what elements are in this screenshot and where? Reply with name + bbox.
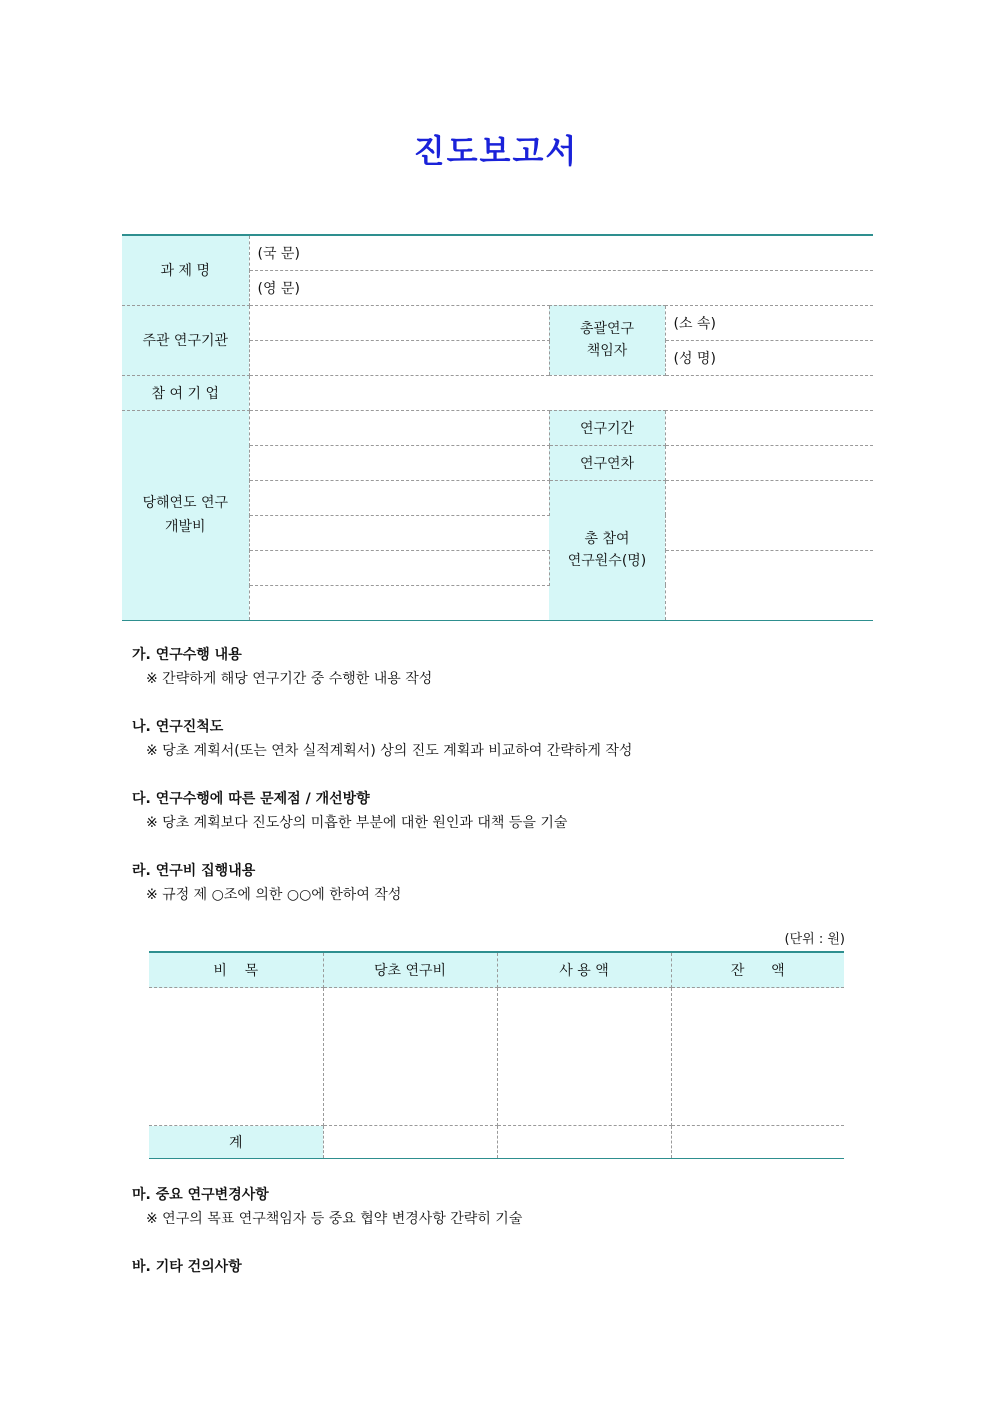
budget-original-cell[interactable] xyxy=(323,988,497,1126)
budget-used-cell[interactable] xyxy=(497,988,671,1126)
principal-investigator-label: 총괄연구 책임자 xyxy=(549,305,665,375)
section-heading: 마. 중요 연구변경사항 xyxy=(132,1187,269,1203)
budget-header-original: 당초 연구비 xyxy=(323,952,497,988)
pi-affiliation-field[interactable]: (소 속) xyxy=(665,305,873,340)
budget-total-balance[interactable] xyxy=(671,1126,844,1159)
section-research-content xyxy=(132,643,432,691)
budget-header-balance: 잔 액 xyxy=(671,952,844,988)
section-note: ※ 간략하게 해당 연구기간 중 수행한 내용 작성 xyxy=(146,671,433,687)
cost-field-4[interactable] xyxy=(249,515,549,550)
budget-total-used[interactable] xyxy=(497,1126,671,1159)
section-heading: 다. 연구수행에 따른 문제점 / 개선방향 xyxy=(132,791,370,807)
total-researchers-field-1[interactable] xyxy=(665,480,873,550)
section-heading: 바. 기타 건의사항 xyxy=(132,1259,242,1275)
host-institution-field-2[interactable] xyxy=(249,340,549,375)
total-researchers-label: 총 참여 연구원수(명) xyxy=(549,480,665,620)
host-institution-field-1[interactable] xyxy=(249,305,549,340)
budget-item-cell[interactable] xyxy=(149,988,323,1126)
cost-field-6[interactable] xyxy=(249,585,549,620)
budget-header-item: 비 목 xyxy=(149,952,323,988)
project-name-label: 과 제 명 xyxy=(122,235,249,305)
section-note: ※ 규정 제 ○조에 의한 ○○에 한하여 작성 xyxy=(146,887,402,903)
research-year-field[interactable] xyxy=(665,445,873,480)
budget-total-original[interactable] xyxy=(323,1126,497,1159)
cost-field-2[interactable] xyxy=(249,445,549,480)
section-heading: 라. 연구비 집행내용 xyxy=(132,863,256,879)
annual-research-cost-label: 당해연도 연구 개발비 xyxy=(122,410,249,620)
cost-field-5[interactable] xyxy=(249,550,549,585)
host-institution-label: 주관 연구기관 xyxy=(122,305,249,375)
research-year-label: 연구연차 xyxy=(549,445,665,480)
participating-company-label: 참 여 기 업 xyxy=(122,375,249,410)
section-note: ※ 당초 계획보다 진도상의 미흡한 부분에 대한 원인과 대책 등을 기술 xyxy=(146,815,568,831)
document-title: 진도보고서 xyxy=(413,132,579,170)
section-problems-improvements xyxy=(132,787,567,835)
participating-company-field[interactable] xyxy=(249,375,873,410)
project-name-english-field[interactable]: (영 문) xyxy=(249,270,873,305)
cost-field-3[interactable] xyxy=(249,480,549,515)
research-period-field[interactable] xyxy=(665,410,873,445)
section-major-changes xyxy=(132,1183,522,1231)
section-other-suggestions xyxy=(132,1255,242,1279)
budget-balance-cell[interactable] xyxy=(671,988,844,1126)
budget-unit: (단위 : 원) xyxy=(784,932,845,947)
section-budget-execution xyxy=(132,859,401,907)
budget-total-label: 계 xyxy=(149,1126,323,1159)
section-research-progress xyxy=(132,715,632,763)
pi-name-field[interactable]: (성 명) xyxy=(665,340,873,375)
budget-table xyxy=(149,951,844,1159)
section-note: ※ 연구의 목표 연구책임자 등 중요 협약 변경사항 간략히 기술 xyxy=(146,1211,523,1227)
budget-header-used: 사 용 액 xyxy=(497,952,671,988)
total-researchers-field-2[interactable] xyxy=(665,550,873,620)
project-name-korean-field[interactable]: (국 문) xyxy=(249,235,873,270)
project-info-table xyxy=(122,234,873,621)
section-heading: 나. 연구진척도 xyxy=(132,719,224,735)
research-period-label: 연구기간 xyxy=(549,410,665,445)
cost-field-1[interactable] xyxy=(249,410,549,445)
section-heading: 가. 연구수행 내용 xyxy=(132,647,242,663)
section-note: ※ 당초 계획서(또는 연차 실적계획서) 상의 진도 계획과 비교하여 간략하게 작성 xyxy=(146,743,633,759)
